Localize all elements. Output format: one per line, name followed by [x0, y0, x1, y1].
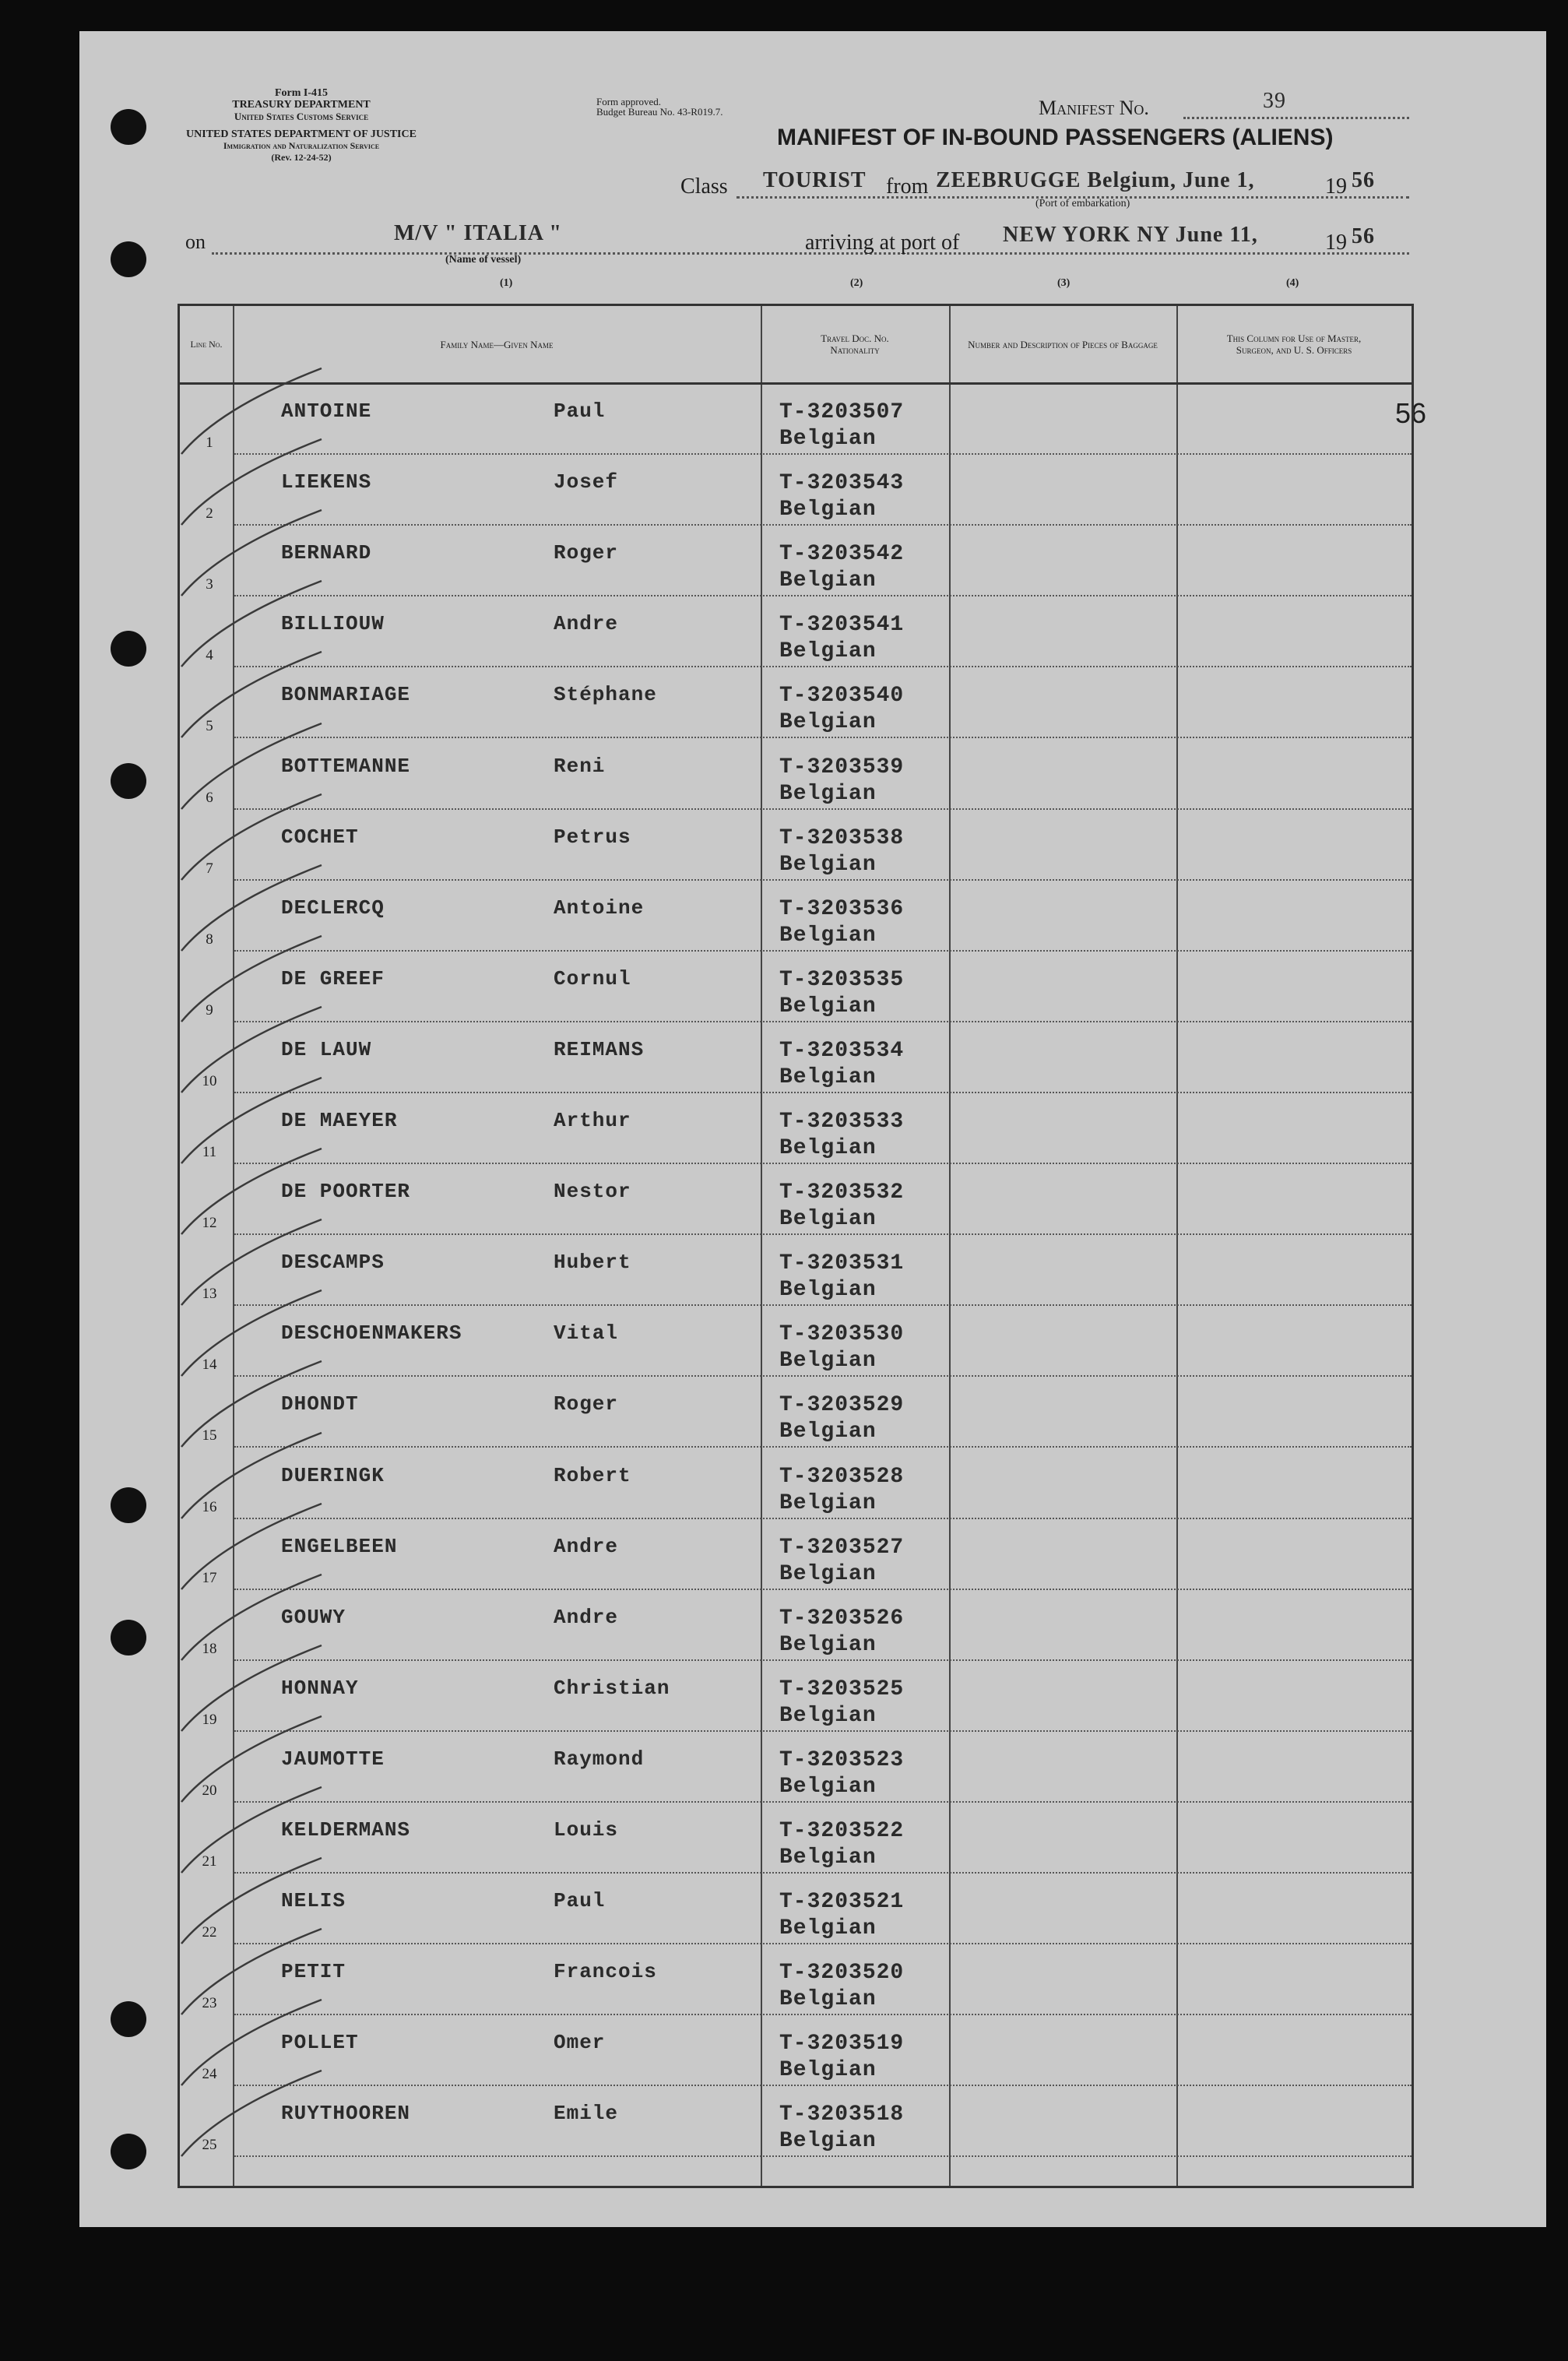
ins-service: Immigration and Naturalization Service [223, 140, 380, 151]
given-name: Cornul [554, 966, 631, 990]
line-number: 14 [202, 1356, 217, 1374]
table-row [180, 1164, 1412, 1235]
punch-hole [111, 2001, 146, 2037]
manifest-page [79, 31, 1546, 2227]
doc-number: T-3203535 [779, 967, 905, 992]
manifest-no-label: Manifest No. [1039, 97, 1149, 119]
given-name: Reni [554, 754, 606, 778]
travel-doc [779, 470, 904, 523]
doc-number: T-3203539 [779, 755, 905, 779]
doc-number: T-3203542 [779, 542, 905, 567]
travel-doc [779, 683, 904, 736]
family-name: COCHET [281, 825, 359, 849]
punch-hole [111, 109, 146, 145]
family-name: BILLIOUW [281, 612, 385, 636]
class-label: Class [680, 174, 728, 199]
table-row [180, 2086, 1412, 2157]
doc-number: T-3203530 [779, 1322, 905, 1347]
treasury-dept: TREASURY DEPARTMENT [232, 99, 371, 111]
line-number: 1 [206, 435, 213, 451]
port-embarkation-note: (Port of embarkation) [1035, 198, 1130, 209]
nationality: Belgian [779, 710, 877, 735]
doc-number: T-3203526 [779, 1606, 905, 1631]
vessel-note: (Name of vessel) [445, 254, 522, 266]
nationality: Belgian [779, 568, 877, 593]
table-row [180, 1093, 1412, 1164]
given-name: Andre [554, 1605, 619, 1629]
doc-number: T-3203528 [779, 1464, 905, 1489]
doc-number: T-3203527 [779, 1535, 905, 1560]
form-header-left [173, 87, 430, 164]
row-divider [234, 2155, 1412, 2157]
family-name: JAUMOTTE [281, 1747, 385, 1771]
doc-number: T-3203522 [779, 1819, 905, 1843]
travel-doc [779, 1464, 904, 1517]
line-number: 16 [202, 1498, 217, 1515]
line-number: 23 [202, 1995, 217, 2012]
family-name: PETIT [281, 1960, 346, 1984]
line-number: 3 [206, 576, 213, 593]
line-number: 9 [206, 1001, 213, 1019]
given-name: Hubert [554, 1251, 631, 1275]
line-number: 21 [202, 1853, 217, 1870]
doc-number: T-3203540 [779, 684, 905, 709]
family-name: DESCAMPS [281, 1251, 385, 1275]
nationality: Belgian [779, 1703, 877, 1728]
travel-doc [779, 755, 904, 808]
line-number: 8 [206, 931, 213, 948]
nationality: Belgian [779, 2129, 877, 2154]
table-row [180, 2015, 1412, 2086]
punch-hole [111, 2134, 146, 2169]
table-row [180, 1235, 1412, 1306]
manifest-no-line [1183, 117, 1409, 119]
nationality: Belgian [779, 1490, 877, 1515]
travel-doc [779, 825, 904, 878]
family-name: GOUWY [281, 1605, 346, 1629]
given-name: Paul [554, 1889, 606, 1913]
doc-number: T-3203518 [779, 2102, 905, 2127]
table-row [180, 1732, 1412, 1803]
table-row [180, 455, 1412, 526]
line-number: 15 [202, 1427, 217, 1444]
travel-doc [779, 967, 904, 1020]
revision: (Rev. 12-24-52) [271, 152, 332, 163]
travel-doc [779, 1606, 904, 1659]
table-row [180, 881, 1412, 952]
doc-number: T-3203520 [779, 1961, 905, 1986]
nationality: Belgian [779, 1561, 877, 1586]
family-name: LIEKENS [281, 470, 372, 494]
doc-number: T-3203533 [779, 1110, 905, 1134]
nationality: Belgian [779, 994, 877, 1019]
nationality: Belgian [779, 781, 877, 806]
table-row [180, 596, 1412, 667]
given-name: Antoine [554, 895, 645, 920]
nationality: Belgian [779, 1349, 877, 1374]
table-row [180, 739, 1412, 810]
table-row [180, 667, 1412, 738]
punch-hole [111, 1620, 146, 1656]
travel-doc [779, 1109, 904, 1162]
given-name: Raymond [554, 1747, 645, 1771]
arrival-year: 56 [1352, 224, 1375, 248]
given-name: Emile [554, 2102, 619, 2126]
line-number: 7 [206, 860, 213, 877]
nationality: Belgian [779, 1987, 877, 2012]
vessel-name: M/V " ITALIA " [394, 221, 562, 245]
given-name: Petrus [554, 825, 631, 849]
doc-number: T-3203525 [779, 1677, 905, 1701]
customs-service: United States Customs Service [234, 111, 369, 122]
form-number: Form I-415 [274, 87, 329, 99]
family-name: DE LAUW [281, 1037, 372, 1061]
given-name: Roger [554, 541, 619, 565]
table-row [180, 1448, 1412, 1519]
family-name: POLLET [281, 2031, 359, 2055]
nationality: Belgian [779, 427, 877, 451]
line-number: 24 [202, 2066, 217, 2083]
from-year-prefix: 19 [1325, 174, 1347, 199]
from-label: from [886, 174, 929, 199]
given-name: Andre [554, 1534, 619, 1558]
nationality: Belgian [779, 1846, 877, 1870]
family-name: BOTTEMANNE [281, 754, 411, 778]
family-name: DE POORTER [281, 1180, 411, 1204]
col-header-baggage: Number and Description of Pieces of Baggage [968, 338, 1158, 350]
family-name: NELIS [281, 1889, 346, 1913]
line-number: 18 [202, 1640, 217, 1657]
travel-doc [779, 896, 904, 949]
given-name: Nestor [554, 1180, 631, 1204]
nationality: Belgian [779, 1420, 877, 1444]
line-number: 25 [202, 2137, 217, 2154]
family-name: ANTOINE [281, 399, 372, 423]
nationality: Belgian [779, 923, 877, 948]
given-name: Francois [554, 1960, 657, 1984]
given-name: Christian [554, 1676, 670, 1700]
travel-doc [779, 1392, 904, 1445]
table-row [180, 1022, 1412, 1093]
doc-number: T-3203523 [779, 1747, 905, 1772]
table-row [180, 810, 1412, 881]
travel-doc [779, 1677, 904, 1729]
table-row [180, 526, 1412, 596]
travel-doc [779, 1535, 904, 1588]
doc-number: T-3203543 [779, 471, 905, 496]
arrival-year-prefix: 19 [1325, 230, 1347, 255]
col-num-3: (3) [1057, 277, 1071, 289]
table-row [180, 1377, 1412, 1448]
nationality: Belgian [779, 1774, 877, 1799]
nationality: Belgian [779, 1207, 877, 1232]
given-name: Robert [554, 1463, 631, 1487]
family-name: DHONDT [281, 1392, 359, 1416]
doc-number: T-3203541 [779, 613, 905, 638]
doc-number: T-3203529 [779, 1393, 905, 1418]
form-approved: Form approved. [596, 96, 662, 107]
punch-hole [111, 763, 146, 799]
page-mark: 56 [1395, 397, 1427, 429]
family-name: RUYTHOOREN [281, 2102, 411, 2126]
line-number: 6 [206, 789, 213, 806]
family-name: KELDERMANS [281, 1818, 411, 1842]
embarkation-value: ZEEBRUGGE Belgium, June 1, [936, 168, 1255, 192]
travel-doc [779, 612, 904, 665]
table-row [180, 384, 1412, 455]
passenger-table [178, 304, 1414, 2188]
from-year: 56 [1352, 168, 1375, 192]
travel-doc [779, 2102, 904, 2155]
class-value: TOURIST [763, 168, 867, 192]
table-row [180, 1803, 1412, 1874]
col-header-officers: This Column for Use of Master, Surgeon, and U. S. Officers [1226, 333, 1362, 356]
arriving-label: arriving at port of [805, 230, 960, 255]
family-name: DUERINGK [281, 1463, 385, 1487]
family-name: DE GREEF [281, 966, 385, 990]
line-number: 10 [202, 1072, 217, 1089]
travel-doc [779, 1180, 904, 1233]
arrival-value: NEW YORK NY June 11, [1003, 223, 1258, 247]
given-name: Roger [554, 1392, 619, 1416]
manifest-no-value: 39 [1263, 89, 1286, 113]
line-number: 13 [202, 1286, 217, 1303]
nationality: Belgian [779, 1064, 877, 1089]
col-num-1: (1) [500, 277, 513, 289]
nationality: Belgian [779, 1278, 877, 1303]
line-number: 17 [202, 1569, 217, 1586]
doc-number: T-3203519 [779, 2032, 905, 2057]
justice-dept: UNITED STATES DEPARTMENT OF JUSTICE [186, 128, 417, 140]
family-name: BERNARD [281, 541, 372, 565]
given-name: Vital [554, 1321, 619, 1346]
doc-number: T-3203531 [779, 1251, 905, 1276]
given-name: Paul [554, 399, 606, 423]
punch-hole [111, 1487, 146, 1523]
nationality: Belgian [779, 1916, 877, 1941]
line-number: 4 [206, 647, 213, 664]
travel-doc [779, 1251, 904, 1304]
table-row [180, 1519, 1412, 1590]
given-name: Josef [554, 470, 619, 494]
family-name: ENGELBEEN [281, 1534, 398, 1558]
line-number: 11 [202, 1144, 217, 1160]
col-header-doc: Travel Doc. No. Nationality [821, 333, 889, 356]
given-name: Arthur [554, 1109, 631, 1132]
family-name: DE MAEYER [281, 1109, 398, 1132]
travel-doc [779, 1889, 904, 1942]
nationality: Belgian [779, 1136, 877, 1160]
table-row [180, 952, 1412, 1022]
nationality: Belgian [779, 852, 877, 877]
family-name: HONNAY [281, 1676, 359, 1700]
line-number: 12 [202, 1215, 217, 1232]
travel-doc [779, 399, 904, 452]
travel-doc [779, 2031, 904, 2084]
line-number: 5 [206, 718, 213, 735]
travel-doc [779, 1747, 904, 1800]
travel-doc [779, 1038, 904, 1091]
table-row [180, 1874, 1412, 1944]
family-name: DESCHOENMAKERS [281, 1321, 462, 1346]
punch-hole [111, 631, 146, 667]
table-row [180, 1306, 1412, 1377]
line-number: 22 [202, 1924, 217, 1941]
table-row [180, 1944, 1412, 2015]
on-label: on [185, 230, 206, 253]
travel-doc [779, 1321, 904, 1374]
travel-doc [779, 1818, 904, 1871]
nationality: Belgian [779, 498, 877, 523]
line-number: 20 [202, 1782, 217, 1799]
col-header-line-no: Line No. [190, 338, 223, 350]
punch-hole [111, 241, 146, 277]
table-row [180, 1661, 1412, 1732]
travel-doc [779, 1960, 904, 2013]
given-name: Omer [554, 2031, 606, 2055]
given-name: Stéphane [554, 683, 657, 707]
doc-number: T-3203521 [779, 1890, 905, 1915]
doc-number: T-3203536 [779, 896, 905, 921]
line-number: 2 [206, 505, 213, 523]
nationality: Belgian [779, 2058, 877, 2083]
travel-doc [779, 541, 904, 594]
given-name: REIMANS [554, 1037, 645, 1061]
col-num-4: (4) [1286, 277, 1299, 289]
budget-bureau: Budget Bureau No. 43-R019.7. [596, 106, 723, 118]
col-num-2: (2) [850, 277, 863, 289]
given-name: Louis [554, 1818, 619, 1842]
col-header-name: Family Name—Given Name [440, 338, 554, 350]
doc-number: T-3203534 [779, 1038, 905, 1063]
doc-number: T-3203507 [779, 400, 905, 424]
nationality: Belgian [779, 1632, 877, 1657]
family-name: DECLERCQ [281, 895, 385, 920]
manifest-title: MANIFEST OF IN-BOUND PASSENGERS (ALIENS) [777, 125, 1334, 150]
table-row [180, 1590, 1412, 1661]
family-name: BONMARIAGE [281, 683, 411, 707]
line-number: 19 [202, 1711, 217, 1728]
doc-number: T-3203538 [779, 825, 905, 850]
nationality: Belgian [779, 639, 877, 664]
given-name: Andre [554, 612, 619, 636]
doc-number: T-3203532 [779, 1180, 905, 1205]
approval-note [596, 97, 722, 117]
